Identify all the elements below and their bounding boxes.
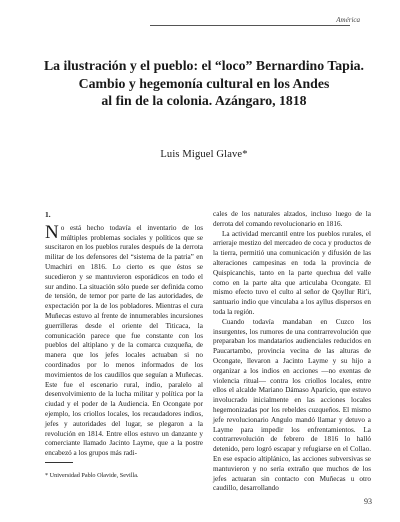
body-paragraph: Cuando todavía mandaban en Cuzco los insurgentes, los rumores de una contrarrevolución que preparaban los mandatarios audienciales reducidos en Paucartambo, provincia vecina de las alturas de Ocongate, llevaron a Jacinto Layme y su hijo a organizar a los indios en acciones —no exentas de violencia ritual— contra los criollos locales, entre ellos el alcalde Mariano Dámaso Aparicio, que estuvo involucrado inicialmente en las acciones locales hegemonizadas por los rebeldes cuzqueños. El mismo jefe revolucionario Angulo mandó llamar y detuvo a Layme para impedir los enfrentamientos. La contrarrevolución de febrero de 1816 lo halló detenido, pero logró escapar y refugiarse en el Collao. En ese espacio altiplánico, las acciones subversivas se mantuvieron y no sería extraño que muchos de los jefes actuaran sin contacto con Muñecas u otro caudillo, desarrollando (213, 317, 371, 493)
title-line: La ilustración y el pueblo: el “loco” Bernardino Tapia. (43, 58, 365, 73)
body-paragraph: cales de los naturales alzados, incluso luego de la derrota del comando revolucionario en 1816. (213, 210, 371, 228)
drop-cap: N (45, 221, 59, 243)
title-line: Cambio y hegemonía cultural en los Andes (78, 75, 330, 91)
body-paragraph: La actividad mercantil entre los pueblos rurales, el arrieraje mestizo del mercadeo de coca y productos de la tierra, permitió una comunicación y difusión de las alteraciones campesinas en toda la provincia de Quispicanchis, tanto en la parte quechua del valle como en la parte alta que articulaba Ocongate. El mismo efecto tuvo el culto al señor de Qoyllur Rit'i, santuario indio que vinculaba a los ayllus dispersos en toda la región. (213, 229, 371, 316)
page-number: 93 (364, 497, 372, 506)
article-title (34, 57, 374, 110)
body-paragraph (45, 221, 203, 459)
author-affiliation-footnote: * Universidad Pablo Olavide, Sevilla. (45, 472, 139, 479)
left-column (45, 210, 203, 459)
title-line: al fin de la colonia. Azángaro, 1818 (101, 93, 307, 108)
paragraph-text: o está hecho todavía el inventario de los múltiples problemas sociales y políticos que se suscitaron en los pueblos rurales después de la derrota militar de los defensores del “sistema de la patria” en Umachiri en 1816. Lo cierto es que éstos se sucedieron y se mantuvieron esporádicos en todo el sur andino. La situación sólo puede ser definida como de tensión, de temor por parte de las autoridades, de expectación por la de los pobladores. Mientras el cura Muñecas estuvo al frente de innumerables incursiones guerrilleras desde el oriente del Titicaca, la comunicación parece que fue constante con los pueblos del altiplano y de la comarca cuzqueña, de manera que los jefes locales actuaban si no coordinados por lo menos informados de los movimientos de los caudillos que seguían a Muñecas. Este fue el escenario rural, indio, paralelo al desenvolvimiento de la lucha militar y política por la ciudad y el poder de la Audiencia. En Ocongate por ejemplo, los criollos locales, los recaudadores indios, jefes y autoridades del lugar, se plegaron a la revolución en 1814. Entre ellos estuvo un danzante y comerciante llamado Jacinto Layme, que a la postre encabezó a los grupos más radi- (45, 223, 203, 458)
footnote-rule (45, 462, 73, 463)
section-number: 1. (45, 210, 51, 219)
journal-section-label: América (336, 16, 360, 24)
right-column (213, 210, 371, 494)
header-rule (150, 25, 350, 26)
article-author: Luis Miguel Glave* (160, 149, 248, 160)
